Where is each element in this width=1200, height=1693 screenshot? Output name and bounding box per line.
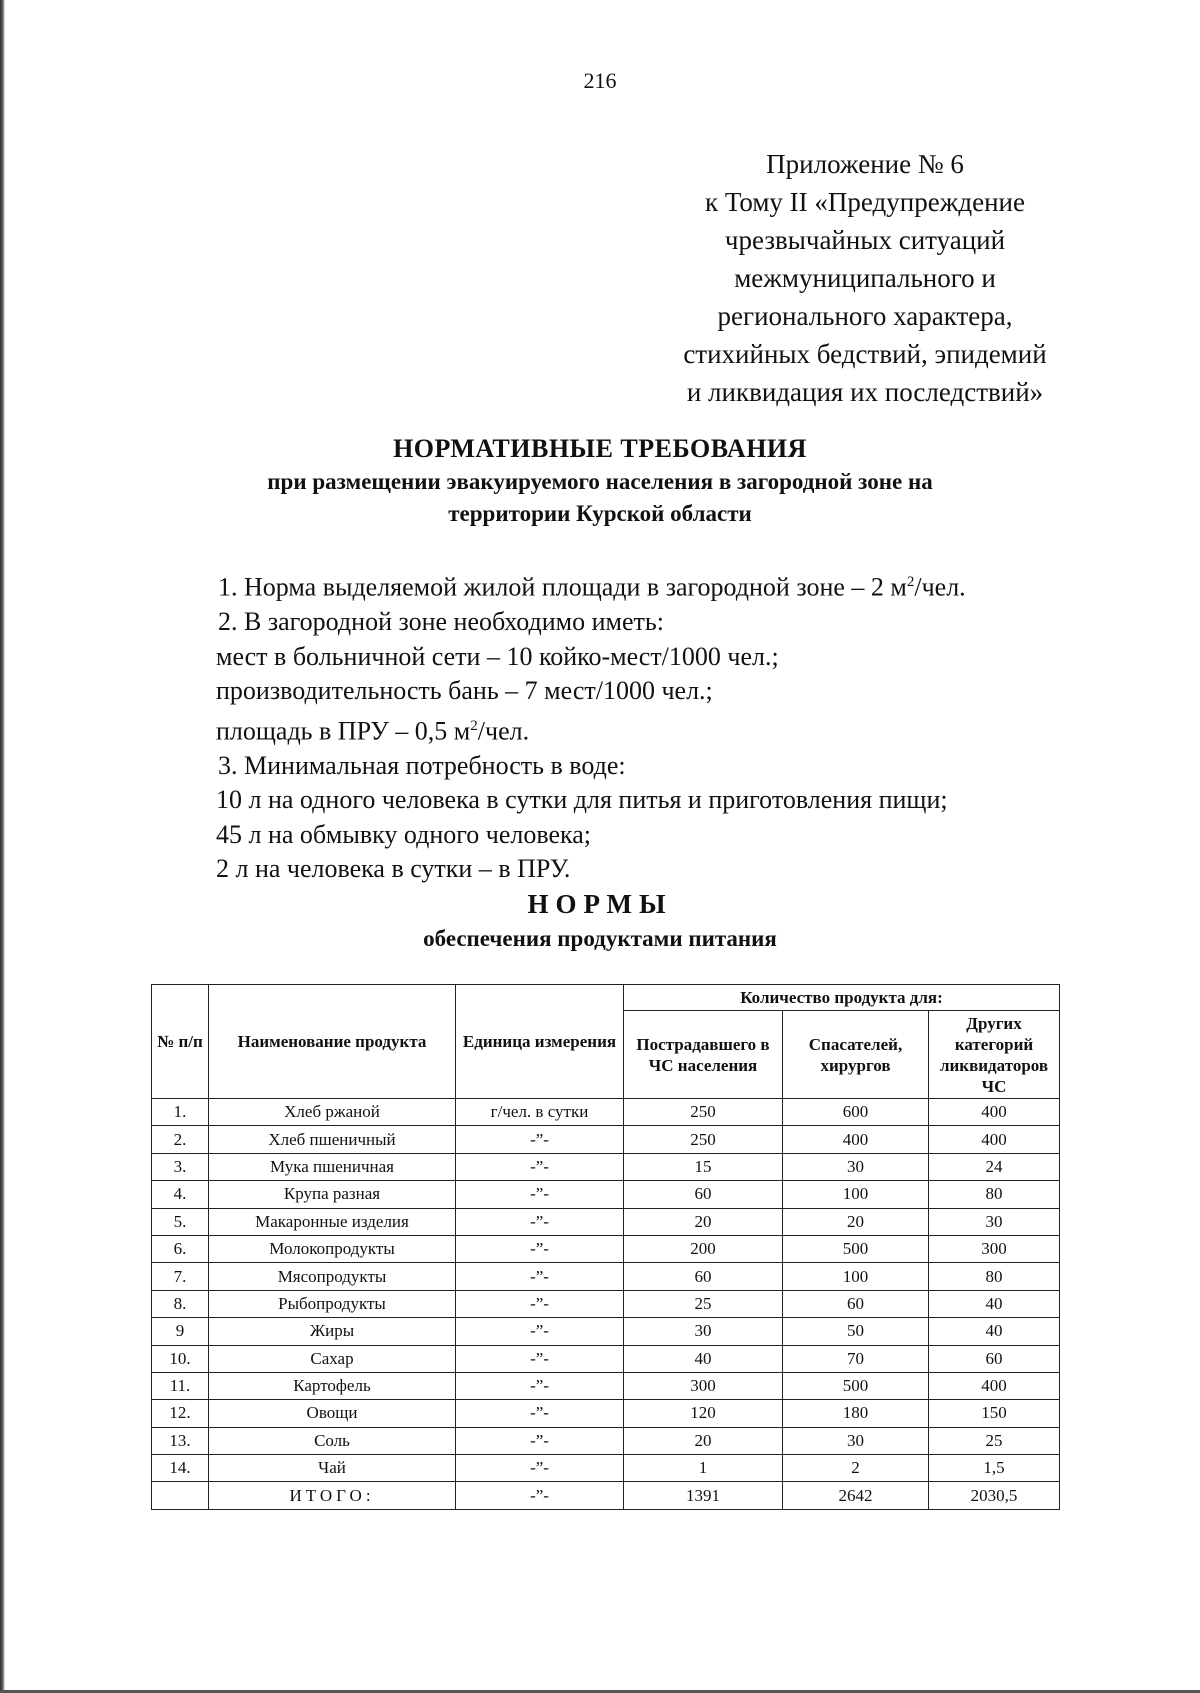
row-num: 9	[152, 1318, 209, 1345]
table-row	[152, 1235, 1060, 1262]
appendix-heading	[620, 145, 1110, 411]
header-rescuers: Спасателей, хирургов	[783, 1011, 929, 1099]
row-victims: 1391	[624, 1482, 783, 1509]
row-others: 400	[929, 1099, 1060, 1126]
row-others: 400	[929, 1372, 1060, 1399]
row-name: Чай	[209, 1455, 456, 1482]
row-others: 400	[929, 1126, 1060, 1153]
table-row	[152, 1153, 1060, 1180]
row-name: Макаронные изделия	[209, 1208, 456, 1235]
row-unit: -”-	[456, 1181, 624, 1208]
table-row	[152, 1372, 1060, 1399]
row-unit: -”-	[456, 1263, 624, 1290]
table-row	[152, 1318, 1060, 1345]
row-rescuers: 2	[783, 1455, 929, 1482]
table-row	[152, 1126, 1060, 1153]
row-rescuers: 30	[783, 1427, 929, 1454]
row-others: 1,5	[929, 1455, 1060, 1482]
row-rescuers: 400	[783, 1126, 929, 1153]
requirements-subtitle-line2: территории Курской области	[448, 501, 752, 526]
requirement-item-1-text: 1. Норма выделяемой жилой площади в загородной зоне – 2 м	[218, 572, 907, 602]
superscript: 2	[906, 574, 915, 590]
row-victims: 20	[624, 1208, 783, 1235]
requirement-item-3a: 10 л на одного человека в сутки для питья и приготовления пищи;	[216, 785, 948, 815]
row-rescuers: 30	[783, 1153, 929, 1180]
row-num: 10.	[152, 1345, 209, 1372]
superscript: 2	[470, 717, 478, 734]
requirement-item-2c-suffix: /чел.	[477, 716, 530, 746]
table-row	[152, 1208, 1060, 1235]
row-victims: 120	[624, 1400, 783, 1427]
scan-left-edge	[0, 0, 5, 1693]
table-row	[152, 1099, 1060, 1126]
table-total-row	[152, 1482, 1060, 1509]
row-victims: 25	[624, 1290, 783, 1317]
row-name: Сахар	[209, 1345, 456, 1372]
row-num: 1.	[152, 1099, 209, 1126]
row-victims: 20	[624, 1427, 783, 1454]
row-name: Соль	[209, 1427, 456, 1454]
requirement-item-3c: 2 л на человека в сутки – в ПРУ.	[216, 854, 571, 884]
row-name: Мука пшеничная	[209, 1153, 456, 1180]
row-others: 150	[929, 1400, 1060, 1427]
row-unit: г/чел. в сутки	[456, 1099, 624, 1126]
row-unit: -”-	[456, 1318, 624, 1345]
row-rescuers: 600	[783, 1099, 929, 1126]
food-norms-table	[151, 984, 1060, 1510]
row-num	[152, 1482, 209, 1509]
requirements-title: НОРМАТИВНЫЕ ТРЕБОВАНИЯ	[393, 434, 807, 463]
row-unit: -”-	[456, 1372, 624, 1399]
row-unit: -”-	[456, 1400, 624, 1427]
requirement-item-2b: производительность бань – 7 мест/1000 чел.;	[216, 676, 713, 706]
row-unit: -”-	[456, 1153, 624, 1180]
norms-subtitle: обеспечения продуктами питания	[423, 926, 777, 951]
row-victims: 60	[624, 1263, 783, 1290]
table-row	[152, 1290, 1060, 1317]
row-rescuers: 70	[783, 1345, 929, 1372]
header-others: Других категорий ликвидаторов ЧС	[929, 1011, 1060, 1099]
row-num: 2.	[152, 1126, 209, 1153]
appendix-line: межмуниципального и	[734, 263, 996, 293]
row-num: 12.	[152, 1400, 209, 1427]
row-victims: 250	[624, 1099, 783, 1126]
header-name: Наименование продукта	[209, 985, 456, 1099]
row-name: Хлеб ржаной	[209, 1099, 456, 1126]
row-num: 11.	[152, 1372, 209, 1399]
row-num: 13.	[152, 1427, 209, 1454]
row-name: Овощи	[209, 1400, 456, 1427]
appendix-line: стихийных бедствий, эпидемий	[683, 339, 1047, 369]
row-others: 24	[929, 1153, 1060, 1180]
table-row	[152, 1181, 1060, 1208]
header-unit: Единица измерения	[456, 985, 624, 1099]
row-victims: 300	[624, 1372, 783, 1399]
row-rescuers: 500	[783, 1235, 929, 1262]
row-victims: 40	[624, 1345, 783, 1372]
table-row	[152, 1400, 1060, 1427]
row-others: 40	[929, 1318, 1060, 1345]
row-others: 80	[929, 1181, 1060, 1208]
row-unit: -”-	[456, 1455, 624, 1482]
row-rescuers: 100	[783, 1263, 929, 1290]
row-name: Жиры	[209, 1318, 456, 1345]
norms-title-block	[0, 886, 1200, 956]
page-number: 216	[583, 68, 617, 93]
requirements-list	[218, 565, 1118, 887]
row-rescuers: 60	[783, 1290, 929, 1317]
row-others: 2030,5	[929, 1482, 1060, 1509]
requirement-item-2: 2. В загородной зоне необходимо иметь:	[218, 607, 664, 637]
appendix-line: к Тому II «Предупреждение	[705, 187, 1025, 217]
row-num: 14.	[152, 1455, 209, 1482]
row-name: Мясопродукты	[209, 1263, 456, 1290]
row-name: Хлеб пшеничный	[209, 1126, 456, 1153]
row-others: 80	[929, 1263, 1060, 1290]
row-others: 60	[929, 1345, 1060, 1372]
row-victims: 15	[624, 1153, 783, 1180]
table-row	[152, 1455, 1060, 1482]
row-rescuers: 20	[783, 1208, 929, 1235]
requirements-title-block	[130, 432, 1070, 530]
row-victims: 1	[624, 1455, 783, 1482]
row-victims: 30	[624, 1318, 783, 1345]
row-num: 6.	[152, 1235, 209, 1262]
row-num: 3.	[152, 1153, 209, 1180]
row-rescuers: 50	[783, 1318, 929, 1345]
row-unit: -”-	[456, 1482, 624, 1509]
requirements-subtitle-line1: при размещении эвакуируемого населения в загородной зоне на	[267, 469, 933, 494]
appendix-line: и ликвидация их последствий»	[686, 377, 1044, 407]
row-name: Рыбопродукты	[209, 1290, 456, 1317]
row-others: 40	[929, 1290, 1060, 1317]
requirement-item-3b: 45 л на обмывку одного человека;	[216, 819, 592, 849]
requirement-item-2c-text: площадь в ПРУ – 0,5 м	[216, 716, 471, 746]
header-quantity-group: Количество продукта для:	[624, 985, 1060, 1011]
appendix-line: Приложение № 6	[766, 149, 964, 179]
row-name: Картофель	[209, 1372, 456, 1399]
row-unit: -”-	[456, 1290, 624, 1317]
requirement-item-2a: мест в больничной сети – 10 койко-мест/1000 чел.;	[216, 641, 779, 671]
table-row	[152, 1345, 1060, 1372]
table-row	[152, 1427, 1060, 1454]
requirement-item-2c	[216, 709, 1118, 749]
row-unit: -”-	[456, 1208, 624, 1235]
appendix-line: регионального характера,	[717, 301, 1013, 331]
row-others: 30	[929, 1208, 1060, 1235]
row-name: Молокопродукты	[209, 1235, 456, 1262]
row-victims: 250	[624, 1126, 783, 1153]
row-unit: -”-	[456, 1235, 624, 1262]
row-num: 7.	[152, 1263, 209, 1290]
row-name: Крупа разная	[209, 1181, 456, 1208]
row-unit: -”-	[456, 1427, 624, 1454]
norms-title: НОРМЫ	[527, 889, 673, 919]
appendix-line: чрезвычайных ситуаций	[724, 225, 1006, 255]
row-num: 8.	[152, 1290, 209, 1317]
requirement-item-1-suffix: /чел.	[914, 572, 966, 602]
row-victims: 60	[624, 1181, 783, 1208]
row-rescuers: 500	[783, 1372, 929, 1399]
table-row	[152, 1263, 1060, 1290]
row-rescuers: 180	[783, 1400, 929, 1427]
row-others: 25	[929, 1427, 1060, 1454]
row-victims: 200	[624, 1235, 783, 1262]
requirement-item-1	[218, 565, 1118, 605]
row-rescuers: 100	[783, 1181, 929, 1208]
requirement-item-3: 3. Минимальная потребность в воде:	[218, 750, 626, 780]
row-num: 4.	[152, 1181, 209, 1208]
row-name: ИТОГО:	[209, 1482, 456, 1509]
header-num: № п/п	[152, 985, 209, 1099]
row-others: 300	[929, 1235, 1060, 1262]
row-rescuers: 2642	[783, 1482, 929, 1509]
header-victims: Пострадавшего в ЧС населения	[624, 1011, 783, 1099]
row-num: 5.	[152, 1208, 209, 1235]
row-unit: -”-	[456, 1126, 624, 1153]
row-unit: -”-	[456, 1345, 624, 1372]
